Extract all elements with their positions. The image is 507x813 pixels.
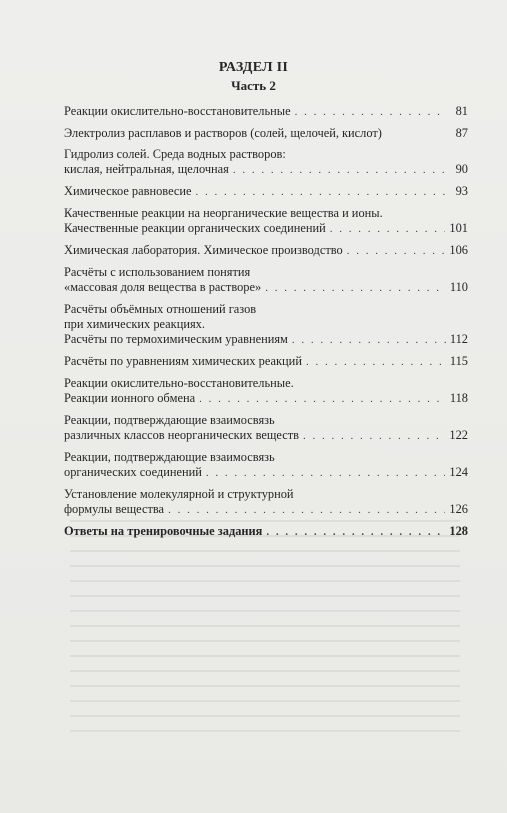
toc-page-number: 106 [449,243,468,257]
dot-leader [265,281,446,296]
toc-page-number: 126 [449,502,468,516]
toc-page-number: 122 [449,428,468,442]
toc-entry-title-line: Электролиз расплавов и растворов (солей, щелочей, кислот) [64,126,382,140]
section-title: РАЗДЕЛ II [218,60,289,75]
toc-entry-last-line [64,221,468,237]
toc-entry-title-line: формулы вещества [64,502,165,516]
toc-entry [64,243,468,259]
toc-entry [64,147,468,178]
part-title: Часть 2 [231,78,276,93]
dot-leader [199,392,446,407]
toc-entry-title-line: Расчёты по термохимическим уравнениям [64,332,288,346]
toc-page-number: 124 [449,465,468,479]
toc-page-number: 101 [449,221,468,235]
toc-entry [64,184,468,200]
toc-entry-title-line: Реакции, подтверждающие взаимосвязь [64,413,275,427]
toc-entry [64,265,468,296]
toc-entry-last-line [64,162,468,178]
toc-entry [64,206,468,237]
toc-entry-title-line: «массовая доля вещества в растворе» [64,280,262,294]
toc-entry [64,302,468,348]
toc-page-number: 87 [455,126,468,140]
table-of-contents [64,104,468,546]
toc-entry-last-line [64,184,468,200]
toc-page-number: 93 [455,184,468,198]
dot-leader [206,466,446,481]
toc-entry-title-line: Ответы на тренировочные задания [64,524,263,538]
toc-entry-title-line: Реакции окислительно-восстановительные [64,104,291,118]
dot-leader [233,163,446,178]
toc-entry-title-line: при химических реакциях. [64,317,205,331]
dot-leader [196,185,446,200]
toc-page-number: 81 [455,104,468,118]
toc-entry-title-line: Качественные реакции на неорганические вещества и ионы. [64,206,383,220]
toc-entry-title-line: кислая, нейтральная, щелочная [64,162,229,176]
toc-page-number: 90 [455,162,468,176]
toc-entry [64,104,468,120]
toc-entry [64,126,468,141]
toc-entry-title-line: Гидролиз солей. Среда водных растворов: [64,147,286,161]
dot-leader [303,429,445,444]
toc-entry-title-line: Расчёты объёмных отношений газов [64,302,257,316]
toc-entry-last-line [64,428,468,444]
toc-page-number: 112 [449,332,468,346]
toc-page-number: 128 [449,524,468,538]
toc-entry-last-line [64,332,468,348]
dot-leader [292,333,446,348]
dot-leader [347,244,446,259]
toc-entry [64,413,468,444]
toc-entry-last-line [64,104,468,120]
toc-entry-title-line: Реакции окислительно-восстановительные. [64,376,294,390]
toc-entry [64,487,468,518]
toc-entry [64,450,468,481]
toc-entry-title-line: Качественные реакции органических соединений [64,221,326,235]
dot-leader [168,503,445,518]
toc-entry-title-line: Расчёты по уравнениям химических реакций [64,354,302,368]
dot-leader [295,105,446,120]
toc-entry-title-line: органических соединений [64,465,202,479]
show-through-texture [70,520,460,760]
toc-entry [64,354,468,370]
toc-entry-last-line [64,391,468,407]
dot-leader [330,222,446,237]
dot-leader [306,355,446,370]
toc-entry-title-line: Химическое равновесие [64,184,192,198]
toc-entry-title-line: различных классов неорганических веществ [64,428,299,442]
toc-entry-last-line [64,126,468,141]
toc-entry-last-line [64,502,468,518]
toc-entry-last-line [64,280,468,296]
toc-entry [64,376,468,407]
toc-entry-title-line: Расчёты с использованием понятия [64,265,251,279]
toc-entry-title-line: Реакции ионного обмена [64,391,196,405]
toc-entry-title-line: Химическая лаборатория. Химическое производство [64,243,343,257]
toc-entry-title-line: Реакции, подтверждающие взаимосвязь [64,450,275,464]
toc-entry-last-line [64,465,468,481]
toc-entry-last-line [64,243,468,259]
toc-page-number: 115 [449,354,468,368]
toc-page-number: 110 [449,280,468,294]
toc-entry-title-line: Установление молекулярной и структурной [64,487,294,501]
toc-page-number: 118 [449,391,468,405]
toc-entry-last-line [64,354,468,370]
